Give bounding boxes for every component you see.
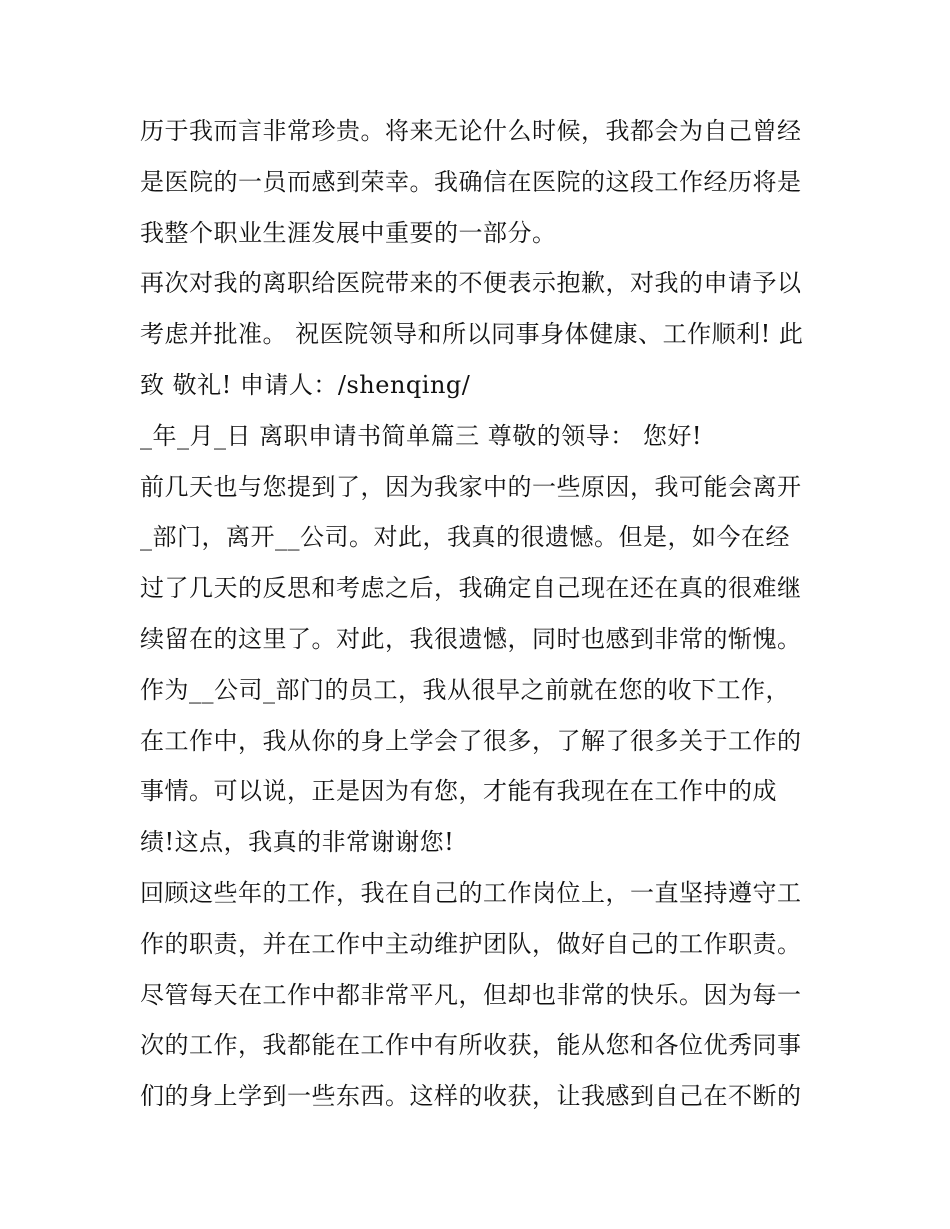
document-body	[140, 106, 820, 1122]
text-line: 历于我而言非常珍贵。将来无论什么时候，我都会为自己曾经	[140, 117, 802, 145]
text-line: 作为__公司_部门的员工，我从很早之前就在您的收下工作，	[140, 675, 790, 704]
text-line: 回顾这些年的工作，我在自己的工作岗位上，一直坚持遵守工	[140, 878, 802, 907]
text-line: 考虑并批准。 祝医院领导和所以同事身体健康、工作顺利! 此	[140, 320, 804, 349]
text-line: 尽管每天在工作中都非常平凡，但却也非常的快乐。因为每一	[140, 980, 802, 1009]
text-line: 次的工作，我都能在工作中有所收获，能从您和各位优秀同事	[140, 1031, 802, 1060]
text-line: _年_月_日 离职申请书简单篇三 尊敬的领导： 您好!	[140, 421, 703, 450]
text-line: 在工作中，我从你的身上学会了很多，了解了很多关于工作的	[140, 726, 802, 755]
text-line: 绩!这点，我真的非常谢谢您!	[140, 828, 455, 857]
text-line: 作的职责，并在工作中主动维护团队，做好自己的工作职责。	[140, 929, 802, 958]
text-line: 再次对我的离职给医院带来的不便表示抱歉，对我的申请予以	[140, 269, 802, 298]
text-line: 续留在的这里了。对此，我很遗憾，同时也感到非常的惭愧。	[140, 624, 802, 653]
text-line: 是医院的一员而感到荣幸。我确信在医院的这段工作经历将是	[140, 167, 802, 196]
text-line: 事情。可以说，正是因为有您，才能有我现在在工作中的成	[140, 777, 777, 806]
text-line: 我整个职业生涯发展中重要的一部分。	[140, 218, 557, 247]
text-line: 致 敬礼! 申请人：/shenqing/	[140, 370, 471, 399]
text-line: 们的身上学到一些东西。这样的收获，让我感到自己在不断的	[140, 1082, 802, 1111]
text-line: 前几天也与您提到了，因为我家中的一些原因，我可能会离开	[140, 472, 802, 501]
text-line: _部门，离开__公司。对此，我真的很遗憾。但是，如今在经	[140, 523, 790, 552]
text-line: 过了几天的反思和考虑之后，我确定自己现在还在真的很难继	[140, 574, 802, 603]
